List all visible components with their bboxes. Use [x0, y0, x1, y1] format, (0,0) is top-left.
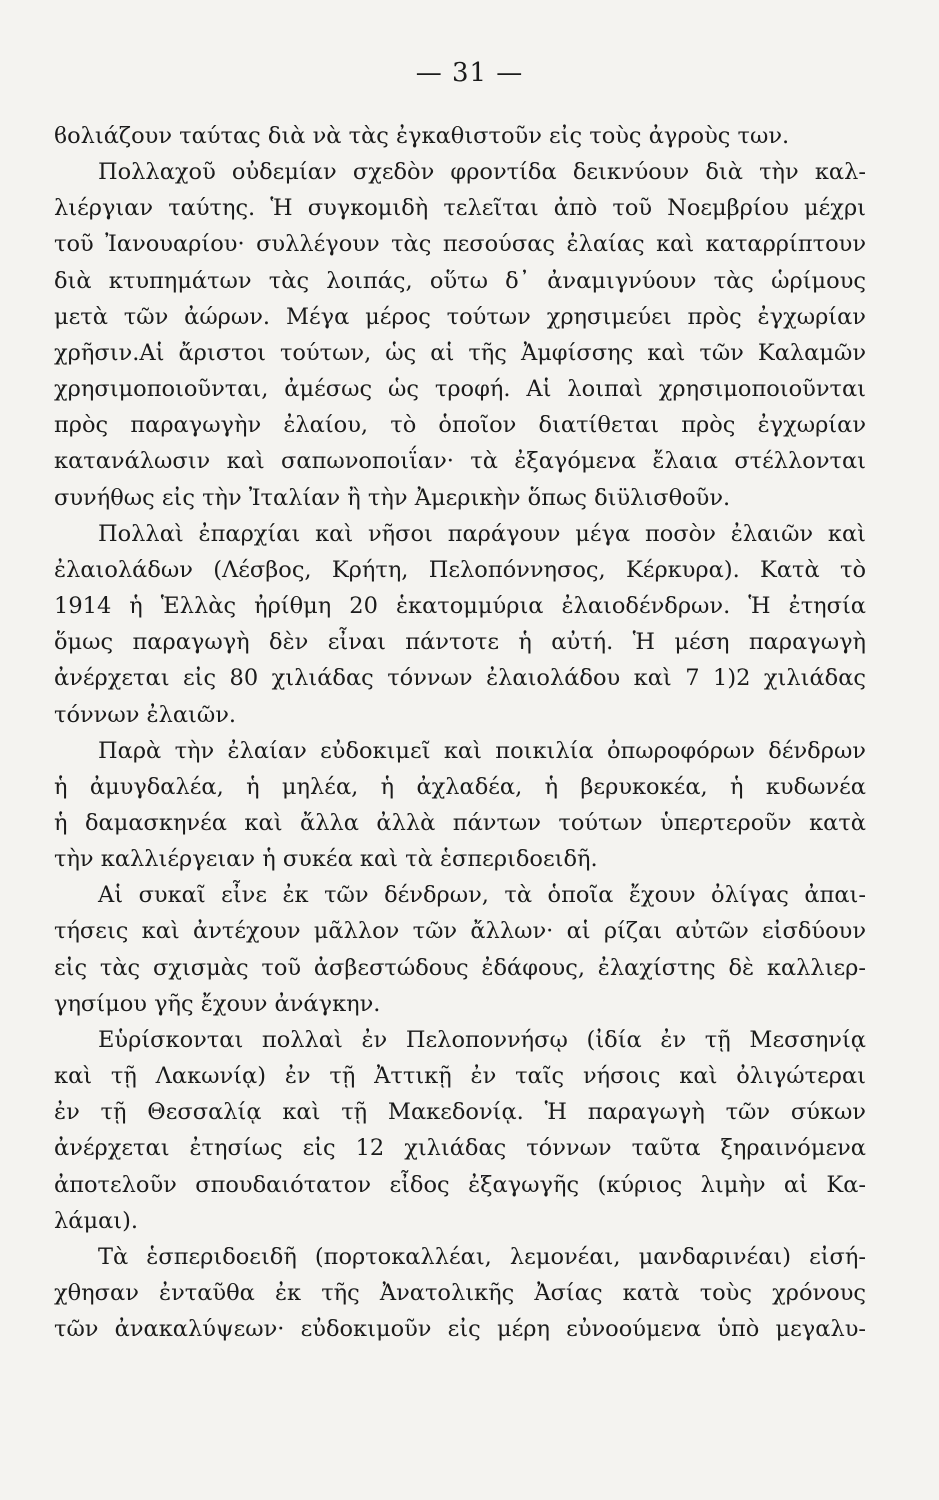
text-line: καὶ τῇ Λακωνίᾳ) ἐν τῇ Ἀττικῇ ἐν ταῖς νήσοις καὶ ὀλιγώτεραι: [54, 1063, 866, 1090]
text-line: πρὸς παραγωγὴν ἐλαίου, τὸ ὁποῖον διατίθεται πρὸς ἐγχωρίαν: [54, 412, 866, 439]
text-line: χθησαν ἐνταῦθα ἐκ τῆς Ἀνατολικῆς Ἀσίας κατὰ τοὺς χρόνους: [54, 1280, 866, 1306]
text-line: τῶν ἀνακαλύψεων· εὐδοκιμοῦν εἰς μέρη εὐνοούμενα ὑπὸ μεγαλυ-: [54, 1316, 866, 1343]
text-line: ἡ δαμασκηνέα καὶ ἄλλα ἀλλὰ πάντων τούτων ὑπερτεροῦν κατὰ: [54, 809, 866, 836]
text-line: Παρὰ τὴν ἐλαίαν εὐδοκιμεῖ καὶ ποικιλία ὀπωροφόρων δένδρων: [98, 737, 866, 764]
text-line: ἐν τῇ Θεσσαλίᾳ καὶ τῇ Μακεδονίᾳ. Ἡ παραγωγὴ τῶν σύκων: [54, 1099, 866, 1126]
text-line: χρῆσιν.Αἱ ἄριστοι τούτων, ὡς αἱ τῆς Ἀμφίσσης καὶ τῶν Καλαμῶν: [54, 339, 866, 366]
text-line: λιέργιαν ταύτης. Ἡ συγκομιδὴ τελεῖται ἀπὸ τοῦ Νοεμβρίου μέχρι: [54, 195, 866, 222]
text-line: Πολλαχοῦ οὐδεμίαν σχεδὸν φροντίδα δεικνύουν διὰ τὴν καλ-: [98, 159, 866, 186]
text-line: Τὰ ἑσπεριδοειδῆ (πορτοκαλλέαι, λεμονέαι, μανδαρινέαι) εἰσή-: [98, 1243, 866, 1270]
text-line: συνήθως εἰς τὴν Ἰταλίαν ἢ τὴν Ἀμερικὴν ὅπως διϋλισθοῦν.: [54, 484, 731, 511]
text-line: τήσεις καὶ ἀντέχουν μᾶλλον τῶν ἄλλων· αἱ ρίζαι αὐτῶν εἰσδύουν: [54, 918, 866, 945]
text-line: Εὑρίσκονται πολλαὶ ἐν Πελοποννήσῳ (ἰδία ἐν τῇ Μεσσηνίᾳ: [98, 1026, 866, 1053]
text-line: τόννων ἐλαιῶν.: [54, 701, 237, 728]
text-line: διὰ κτυπημάτων τὰς λοιπάς, οὕτω δ᾽ ἀναμιγνύουν τὰς ὡρίμους: [54, 267, 866, 294]
text-line: ὅμως παραγωγὴ δὲν εἶναι πάντοτε ἡ αὐτή. Ἡ μέση παραγωγὴ: [54, 629, 866, 656]
text-line: ἀποτελοῦν σπουδαιότατον εἶδος ἐξαγωγῆς (κύριος λιμὴν αἱ Κα-: [54, 1171, 866, 1198]
text-line: ἐλαιολάδων (Λέσβος, Κρήτη, Πελοπόννησος, Κέρκυρα). Κατὰ τὸ: [54, 556, 866, 583]
text-line: λάμαι).: [54, 1207, 139, 1234]
text-line: Πολλαὶ ἐπαρχίαι καὶ νῆσοι παράγουν μέγα ποσὸν ἐλαιῶν καὶ: [98, 520, 866, 547]
text-line: ἡ ἀμυγδαλέα, ἡ μηλέα, ἡ ἀχλαδέα, ἡ βερυκοκέα, ἡ κυδωνέα: [54, 773, 866, 800]
text-line: γησίμου γῆς ἔχουν ἀνάγκην.: [54, 990, 381, 1017]
text-line: εἰς τὰς σχισμὰς τοῦ ἀσβεστώδους ἐδάφους, ἐλαχίστης δὲ καλλιερ-: [54, 954, 866, 981]
text-line: μετὰ τῶν ἀώρων. Μέγα μέρος τούτων χρησιμεύει πρὸς ἐγχωρίαν: [54, 303, 866, 330]
text-line: Αἱ συκαῖ εἶνε ἐκ τῶν δένδρων, τὰ ὁποῖα ἔχουν ὀλίγας ἀπαι-: [98, 882, 866, 909]
text-line: 1914 ἡ Ἑλλὰς ἠρίθμη 20 ἑκατομμύρια ἐλαιοδένδρων. Ἡ ἐτησία: [54, 593, 866, 620]
text-line: ἀνέρχεται εἰς 80 χιλιάδας τόννων ἐλαιολάδου καὶ 7 1)2 χιλιάδας: [54, 665, 866, 692]
text-line: τοῦ Ἰανουαρίου· συλλέγουν τὰς πεσούσας ἐλαίας καὶ καταρρίπτουν: [54, 231, 866, 258]
text-line: χρησιμοποιοῦνται, ἀμέσως ὡς τροφή. Αἱ λοιπαὶ χρησιμοποιοῦνται: [54, 376, 866, 403]
text-line: τὴν καλλιέργειαν ἡ συκέα καὶ τὰ ἑσπεριδοειδῆ.: [54, 846, 598, 873]
body-text: [54, 118, 866, 1347]
page-number: — 31 —: [415, 58, 524, 88]
text-line: κατανάλωσιν καὶ σαπωνοποιΐαν· τὰ ἐξαγόμενα ἔλαια στέλλονται: [54, 448, 866, 475]
text-line: ἀνέρχεται ἐτησίως εἰς 12 χιλιάδας τόννων ταῦτα ξηραινόμενα: [54, 1135, 866, 1162]
text-line: ϐολιάζουν ταύτας διὰ νὰ τὰς ἐγκαθιστοῦν εἰς τοὺς ἀγροὺς των.: [54, 123, 790, 149]
